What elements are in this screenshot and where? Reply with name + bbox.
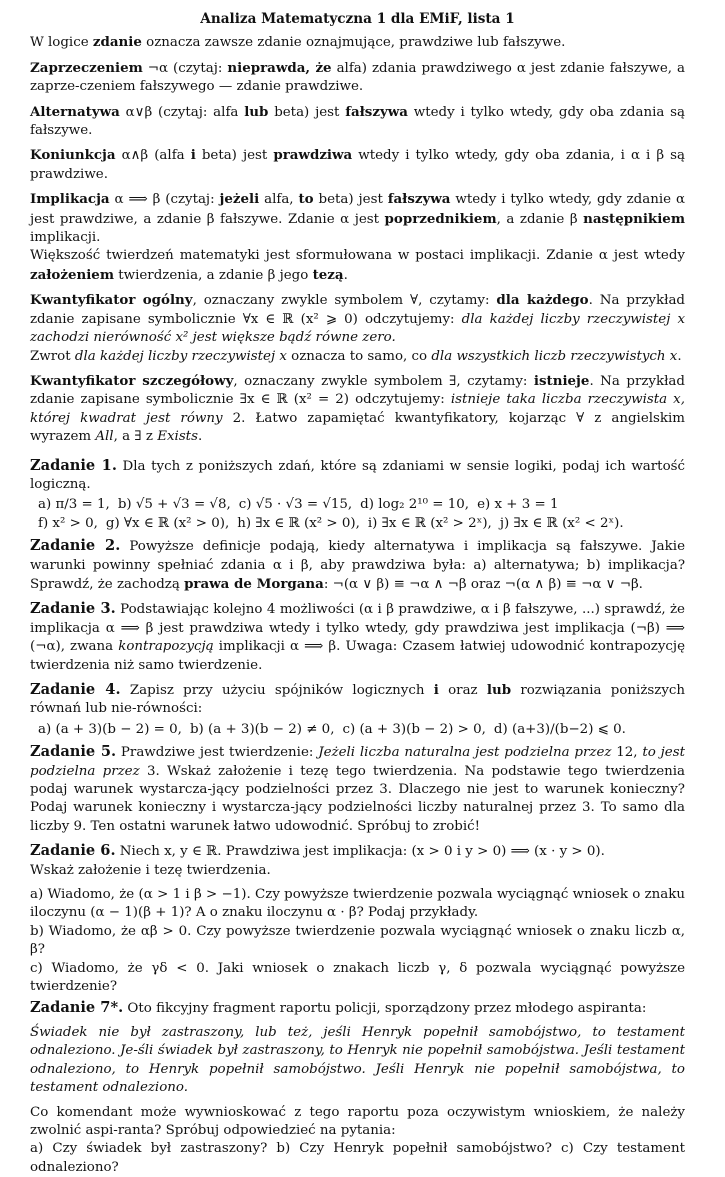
text: implikacji α ⟹ β. Uwaga: Czasem łatwiej udowodnić kontrapozycję twierdzenia niż samo twierdzenie.	[30, 639, 686, 673]
option: d) log₂ 2¹⁰ = 10,	[360, 497, 470, 513]
exercise-7	[30, 999, 685, 1018]
exercise-heading: Zadanie 3.	[30, 600, 116, 618]
emphasis: to jest podzielna przez	[30, 745, 685, 779]
text: , a ∃ z	[113, 429, 158, 445]
term: i	[433, 682, 439, 698]
text: , oznaczany zwykle symbolem ∃, czytamy:	[233, 373, 534, 389]
exercise-6	[30, 842, 685, 880]
options-row-1	[38, 496, 685, 514]
exercise-7-questions	[30, 1104, 685, 1177]
text: Co komendant może wywnioskować z tego raportu poza oczywistym wnioskiem, że należy zwolnić aspi-ranta? Spróbuj odpowiedzieć na pytania:	[30, 1104, 685, 1138]
term: następnikiem	[583, 210, 685, 227]
text: wtedy i tylko wtedy, gdy oba zdania, i α i β są prawdziwe.	[30, 148, 685, 182]
term: Alternatywa	[30, 103, 120, 120]
emphasis: Exists	[157, 429, 198, 445]
intro-paragraph	[30, 33, 685, 52]
exercise-heading: Zadanie 4.	[30, 681, 121, 698]
term: Kwantyfikator ogólny	[30, 292, 193, 309]
text: ¬α (czytaj:	[142, 60, 228, 76]
option: c) √5 · √3 = √15,	[238, 497, 353, 513]
term: Implikacja	[30, 191, 110, 208]
text: W logice	[30, 35, 93, 51]
text: α∧β (alfa	[115, 148, 191, 164]
emphasis: istnieje taka liczba rzeczywista x, której kwadrat jest równy	[30, 392, 685, 426]
option: h) ∃x ∈ ℝ (x² > 0),	[237, 515, 360, 531]
exercise-2	[30, 537, 685, 594]
text: Większość twierdzeń matematyki jest sformułowana w postaci implikacji. Zdanie α jest wtedy	[30, 248, 685, 264]
definition-conjunction	[30, 146, 685, 184]
option: b) √5 + √3 = √8,	[117, 497, 231, 513]
exercise-5	[30, 743, 685, 836]
term: fałszywa	[345, 103, 408, 120]
text: alfa,	[259, 192, 299, 208]
text: , a zdanie β	[496, 211, 584, 227]
text: oznacza zawsze zdanie oznajmujące, prawdziwe lub fałszywe.	[141, 35, 566, 51]
text: .	[197, 429, 203, 445]
text: Zapisz przy użyciu spójników logicznych	[120, 683, 434, 698]
text: Zwrot	[30, 348, 75, 364]
exercise-heading: Zadanie 1.	[30, 456, 117, 474]
question-a: a) Wiadomo, że (α > 1 i β > −1). Czy powyższe twierdzenie pozwala wyciągnąć wniosek o znaku iloczynu (α − 1)(β + 1)? A o znaku iloczynu α · β? Podaj przykłady.	[30, 887, 685, 921]
text: .	[343, 267, 348, 283]
text: implikacji.	[30, 230, 101, 246]
term: Koniunkcja	[30, 147, 116, 164]
options-row	[38, 721, 685, 739]
exercise-heading: Zadanie 7*.	[30, 998, 124, 1016]
term: istnieje	[533, 372, 590, 389]
term: to	[298, 191, 314, 208]
text: wtedy i tylko wtedy, gdy oba zdania są fałszywe.	[30, 104, 685, 139]
term: lub	[486, 682, 512, 698]
definition-implication	[30, 190, 685, 285]
text: oznacza to samo, co	[286, 348, 432, 364]
term: nieprawda, że	[227, 59, 332, 76]
text: . Na przykład zdanie zapisane symbolicznie ∀x ∈ ℝ (x² ⩾ 0) odczytujemy:	[30, 293, 685, 327]
term-zdanie: zdanie	[92, 34, 142, 51]
text: α ⟹ β (czytaj:	[109, 192, 220, 208]
option: d) (a+3)/(b−2) ⩽ 0.	[493, 721, 626, 737]
emphasis: dla każdej liczby rzeczywistej x	[74, 348, 287, 364]
text: Niech x, y ∈ ℝ. Prawdziwa jest implikacja: (x > 0 i y > 0) ⟹ (x · y > 0).	[115, 844, 605, 860]
definition-negation	[30, 59, 685, 97]
text: Powyższe definicje podają, kiedy alternatywa i implikacja są fałszywe. Jakie warunki powinny spełniać zdania α i β, aby prawdziwa była: a) alternatywa; b) implikacja? Sprawdź, że zachodzą	[30, 539, 685, 592]
definition-alternative	[30, 103, 685, 141]
term: prawa de Morgana	[184, 575, 324, 592]
exercise-3	[30, 600, 685, 675]
option: a) π/3 = 1,	[38, 497, 110, 513]
text: , oznaczany zwykle symbolem ∀, czytamy:	[192, 293, 497, 309]
police-report-quote: Świadek nie był zastraszony, lub też, jeśli Henryk popełnił samobójstwo, to testament odnaleziono. Je-śli świadek był zastraszony, to Henryk nie popełnił samobójstwa. Jeśli testament odnaleziono, to Henryk popełnił samobójstwo. Jeśli Henryk nie popełnił samobójstwa, to testament odnaleziono.	[30, 1024, 685, 1096]
text: beta) jest	[313, 192, 388, 208]
text: beta) jest	[268, 104, 346, 120]
question-c: c) Wiadomo, że γδ < 0. Jaki wniosek o znakach liczb γ, δ pozwala wyciągnąć powyższe twierdzenie?	[30, 960, 685, 995]
exercise-1-options	[30, 496, 685, 533]
text: : ¬(α ∨ β) ≡ ¬α ∧ ¬β oraz ¬(α ∧ β) ≡ ¬α ∨ ¬β.	[323, 576, 643, 592]
exercise-7-quote	[30, 1024, 685, 1098]
page-title: Analiza Matematyczna 1 dla EMiF, lista 1	[200, 11, 515, 27]
definition-existential-quantifier	[30, 372, 685, 447]
emphasis: dla wszystkich liczb rzeczywistych x	[431, 348, 678, 364]
text: alfa) zdania prawdziwego α jest zdanie fałszywe, a zaprze-czeniem fałszywego — zdanie prawdziwe.	[30, 60, 685, 95]
exercise-heading: Zadanie 5.	[30, 743, 117, 761]
text: beta) jest	[195, 148, 274, 164]
term: lub	[244, 103, 269, 120]
exercise-1	[30, 457, 685, 495]
text: oraz	[438, 683, 487, 698]
text: rozwiązania poniższych równań lub nie-równości:	[30, 683, 686, 717]
exercise-6-questions	[30, 886, 685, 996]
option: b) (a + 3)(b − 2) ≠ 0,	[189, 721, 335, 737]
option: j) ∃x ∈ ℝ (x² < 2ˣ).	[499, 515, 624, 531]
text: wtedy i tylko wtedy, gdy zdanie α jest prawdziwe, a zdanie β fałszywe. Zdanie α jest	[30, 192, 685, 227]
exercise-4	[30, 681, 685, 719]
text: . Na przykład zdanie zapisane symbolicznie ∃x ∈ ℝ (x² = 2) odczytujemy:	[30, 373, 685, 408]
exercise-4-options	[30, 721, 685, 739]
option: i) ∃x ∈ ℝ (x² > 2ˣ),	[367, 515, 492, 531]
text: Oto fikcyjny fragment raportu policji, sporządzony przez młodego aspiranta:	[123, 1000, 647, 1016]
text: .	[677, 348, 682, 364]
text: 2. Łatwo zapamiętać kwantyfikatory, kojarząc ∀ z angielskim wyrazem	[30, 410, 685, 445]
text: 12,	[611, 745, 643, 761]
term: poprzednikiem	[384, 210, 497, 227]
term: prawdziwa	[273, 147, 353, 164]
term: dla każdego	[496, 292, 589, 309]
term: tezą	[312, 266, 344, 283]
option: a) (a + 3)(b − 2) = 0,	[38, 721, 182, 737]
option: g) ∀x ∈ ℝ (x² > 0),	[105, 515, 230, 531]
question-b: b) Wiadomo, że αβ > 0. Czy powyższe twierdzenie pozwala wyciągnąć wniosek o znaku liczb α, β?	[30, 923, 685, 958]
exercise-heading: Zadanie 6.	[30, 842, 116, 860]
emphasis: dla każdej liczby rzeczywistej x zachodzi nierówność x² jest większe bądź równe zero.	[30, 311, 685, 346]
emphasis: Jeżeli liczba naturalna jest podzielna przez	[318, 745, 612, 761]
text: 3. Wskaż założenie i tezę tego twierdzenia. Na podstawie tego twierdzenia podaj warunek wystarcza-jący podzielności przez 3. Dlaczego nie jest to warunek konieczny? Podaj warunek konieczny i wystarcza-jący podzielności liczby naturalnej przez 3. To samo dla liczby 9. Ten ostatni warunek łatwo udowodnić. Spróbuj to zrobić!	[30, 763, 686, 834]
emphasis: All	[95, 429, 114, 445]
emphasis: kontrapozycją	[118, 639, 214, 655]
term: założeniem	[30, 266, 114, 283]
definition-universal-quantifier	[30, 291, 685, 366]
text: Wskaż założenie i tezę twierdzenia.	[30, 862, 271, 878]
options-row-2	[38, 515, 685, 533]
exercise-heading: Zadanie 2.	[30, 537, 121, 555]
text: a) Czy świadek był zastraszony? b) Czy Henryk popełnił samobójstwo? c) Czy testament odnaleziono?	[30, 1141, 685, 1175]
term: i	[190, 147, 196, 164]
term: fałszywa	[387, 191, 451, 208]
text: twierdzenia, a zdanie β jego	[114, 267, 313, 283]
text: Dla tych z poniższych zdań, które są zdaniami w sensie logiki, podaj ich wartość logiczną.	[30, 458, 686, 492]
option: c) (a + 3)(b − 2) > 0,	[342, 721, 486, 737]
term: Kwantyfikator szczegółowy	[30, 372, 234, 389]
option: f) x² > 0,	[38, 515, 98, 531]
term: jeżeli	[219, 191, 260, 208]
term: Zaprzeczeniem	[30, 59, 143, 76]
text: Prawdziwe jest twierdzenie:	[116, 745, 319, 761]
text: α∨β (czytaj: alfa	[119, 104, 245, 120]
text: Podstawiając kolejno 4 możliwości (α i β prawdziwe, α i β fałszywe, ...) sprawdź, że implikacja α ⟹ β jest prawdziwa wtedy i tylko wtedy, gdy prawdziwa jest implikacja (¬β) ⟹ (¬α), zwana	[30, 602, 685, 655]
option: e) x + 3 = 1	[477, 497, 559, 513]
